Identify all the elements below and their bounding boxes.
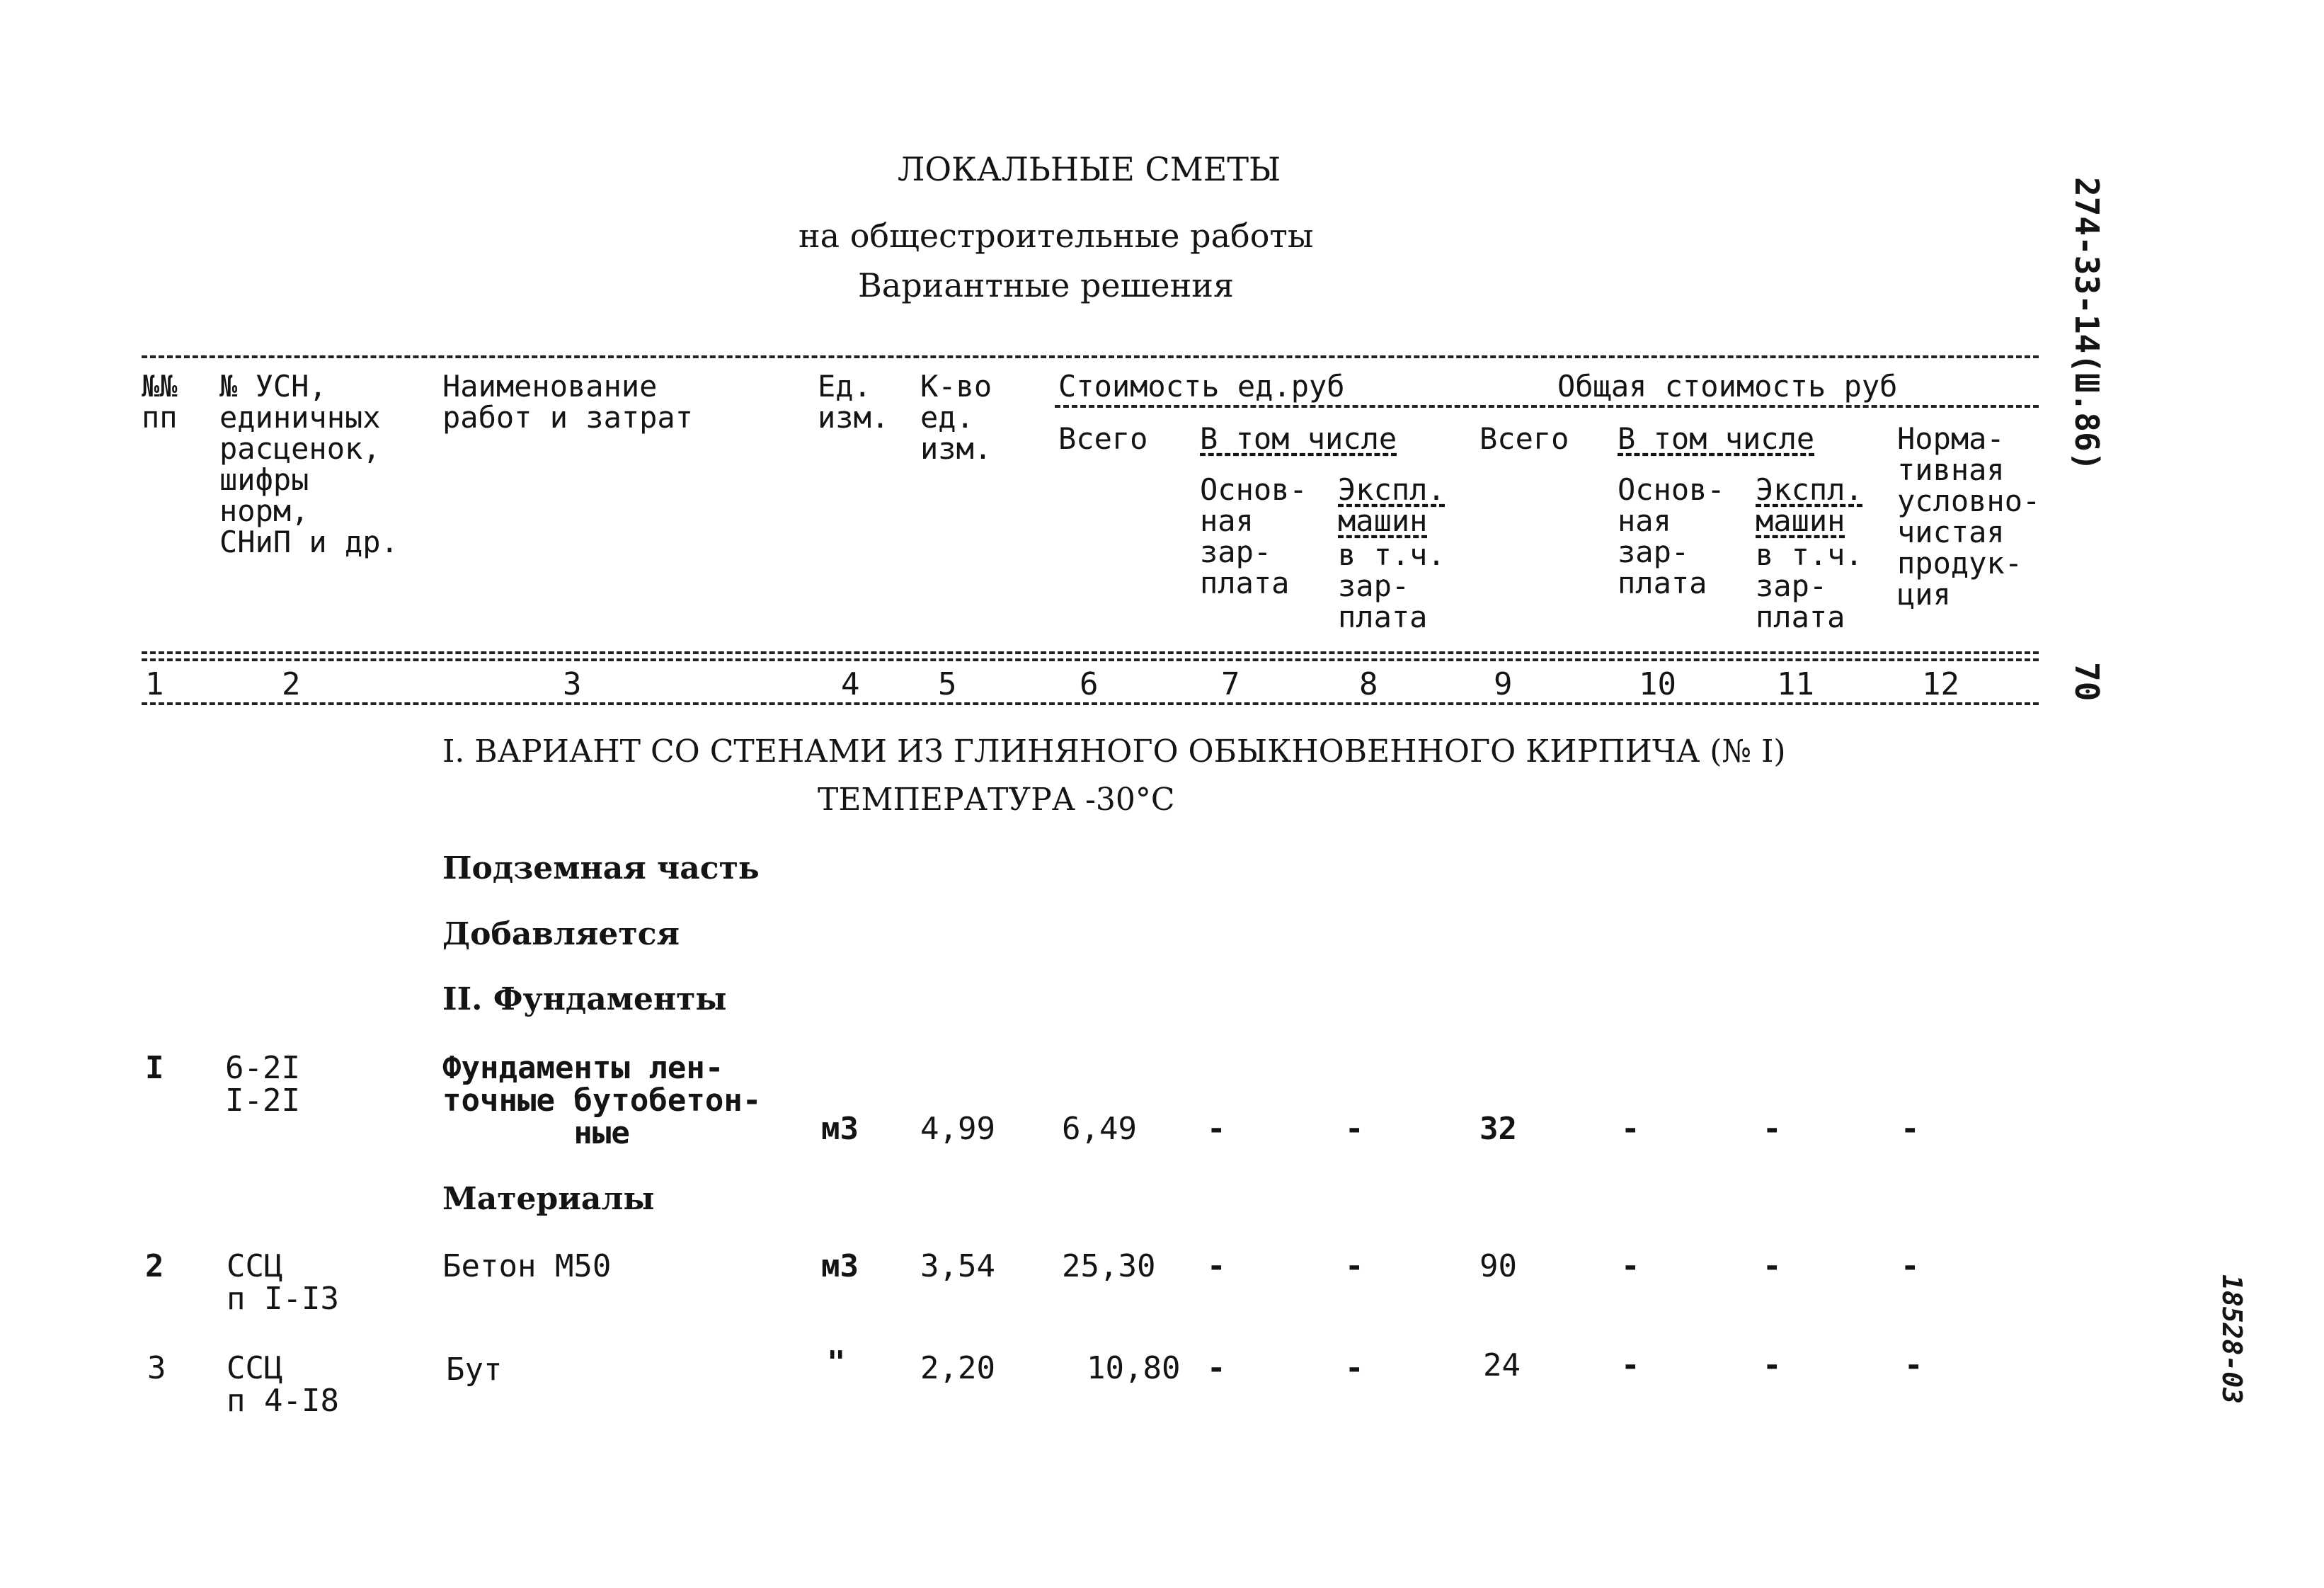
row1-unit: м3 [821, 1111, 859, 1147]
col-number-5: 5 [938, 666, 957, 702]
subsection-added: Добавляется [442, 916, 680, 952]
header-col-normative: Норма- тивная условно- чистая продук- ция [1897, 421, 2041, 612]
row3-unit: " [827, 1344, 846, 1381]
row1-c8: - [1345, 1111, 1364, 1147]
row3-price: 10,80 [1087, 1350, 1181, 1386]
row2-total: 90 [1479, 1248, 1517, 1284]
header-bottom-rule-2 [142, 658, 2039, 661]
header-cost-total: Общая стоимость руб [1557, 369, 1898, 404]
page-subtitle: на общестроительные работы [798, 217, 1314, 255]
header-col-wage-total: Основ- ная зар- плата [1618, 472, 1725, 601]
row2-c7: - [1207, 1248, 1226, 1284]
col-number-7: 7 [1221, 666, 1240, 702]
row3-c11: - [1763, 1347, 1782, 1383]
row2-price: 25,30 [1062, 1248, 1156, 1284]
row2-c10: - [1621, 1248, 1640, 1284]
row1-name: Фундаменты лен- точные бутобетон- ные [442, 1050, 762, 1152]
row3-number: 3 [147, 1350, 166, 1386]
col-number-1: 1 [145, 666, 164, 702]
document-code: 274-33-14(Ш.86) [2068, 177, 2106, 472]
cost-group-rule [1055, 405, 2039, 408]
row2-code: ССЦ п I-I3 [227, 1248, 339, 1318]
header-col-name: Наименование работ и затрат [442, 369, 694, 435]
row1-c10: - [1621, 1111, 1640, 1147]
row3-c12: - [1904, 1347, 1923, 1383]
row2-qty: 3,54 [920, 1248, 995, 1284]
header-cost-unit: Стоимость ед.руб [1058, 369, 1345, 404]
row2-c11: - [1763, 1248, 1782, 1284]
row2-c12: - [1901, 1248, 1920, 1284]
row3-code: ССЦ п 4-I8 [227, 1350, 339, 1420]
col-number-9: 9 [1494, 666, 1513, 702]
row2-name: Бетон М50 [442, 1248, 612, 1284]
header-top-rule [142, 355, 2039, 358]
header-incl-unit: В том числе [1200, 421, 1397, 456]
header-col-machines-total: Экспл. машин [1756, 472, 1863, 539]
colnum-bottom-rule [142, 702, 2039, 705]
page-number: 70 [2068, 662, 2106, 702]
row2-c8: - [1345, 1248, 1364, 1284]
col-number-12: 12 [1922, 666, 1959, 702]
row1-c7: - [1207, 1111, 1226, 1147]
header-col-total: Всего [1479, 421, 1569, 456]
row3-c10: - [1621, 1347, 1640, 1383]
row1-qty: 4,99 [920, 1111, 995, 1147]
row1-code: 6-2I I-2I [225, 1050, 300, 1119]
header-col-number: №№ пп [142, 369, 178, 435]
col-number-2: 2 [282, 666, 301, 702]
col-number-6: 6 [1080, 666, 1099, 702]
row3-c7: - [1207, 1350, 1226, 1386]
row2-number: 2 [145, 1248, 164, 1284]
col-number-11: 11 [1777, 666, 1814, 702]
row1-c12: - [1901, 1111, 1920, 1147]
header-col-qty: К-во ед. изм. [920, 369, 992, 467]
col-number-10: 10 [1639, 666, 1676, 702]
section-heading: I. ВАРИАНТ СО СТЕНАМИ ИЗ ГЛИНЯНОГО ОБЫКНОВЕННОГО КИРПИЧА (№ I) [442, 733, 1786, 770]
header-col-wage-unit: Основ- ная зар- плата [1200, 472, 1307, 601]
subsection-materials: Материалы [442, 1181, 655, 1217]
row1-number: I [145, 1050, 164, 1086]
header-col-machines-unit: Экспл. машин [1338, 472, 1446, 539]
row1-c11: - [1763, 1111, 1782, 1147]
col-number-4: 4 [841, 666, 860, 702]
header-col-unit: Ед. изм. [818, 369, 890, 435]
col-number-8: 8 [1359, 666, 1378, 702]
row3-qty: 2,20 [920, 1350, 995, 1386]
row1-price: 6,49 [1062, 1111, 1137, 1147]
col-number-3: 3 [563, 666, 582, 702]
section-temperature: ТЕМПЕРАТУРА -30°С [818, 782, 1175, 818]
row3-total: 24 [1483, 1347, 1521, 1383]
row3-name: Бут [446, 1352, 503, 1388]
row2-unit: м3 [821, 1248, 859, 1284]
subsection-underground: Подземная часть [442, 850, 760, 886]
header-col-code: № УСН, единичных расценок, шифры норм, СНиП и др. [219, 369, 399, 560]
header-col-total-unit: Всего [1058, 421, 1148, 456]
page-subtitle-2: Вариантные решения [858, 266, 1234, 304]
header-incl-total: В том числе [1618, 421, 1815, 456]
row3-c8: - [1345, 1350, 1364, 1386]
header-col-machine-wage-total: в т.ч. зар- плата [1756, 537, 1863, 635]
subsection-foundations: II. Фундаменты [442, 981, 727, 1017]
header-col-machine-wage-unit: в т.ч. зар- плата [1338, 537, 1446, 635]
archive-stamp: 18528-03 [2216, 1274, 2248, 1405]
page-title: ЛОКАЛЬНЫЕ СМЕТЫ [898, 150, 1281, 188]
header-bottom-rule [142, 651, 2039, 654]
row1-total: 32 [1479, 1111, 1517, 1147]
